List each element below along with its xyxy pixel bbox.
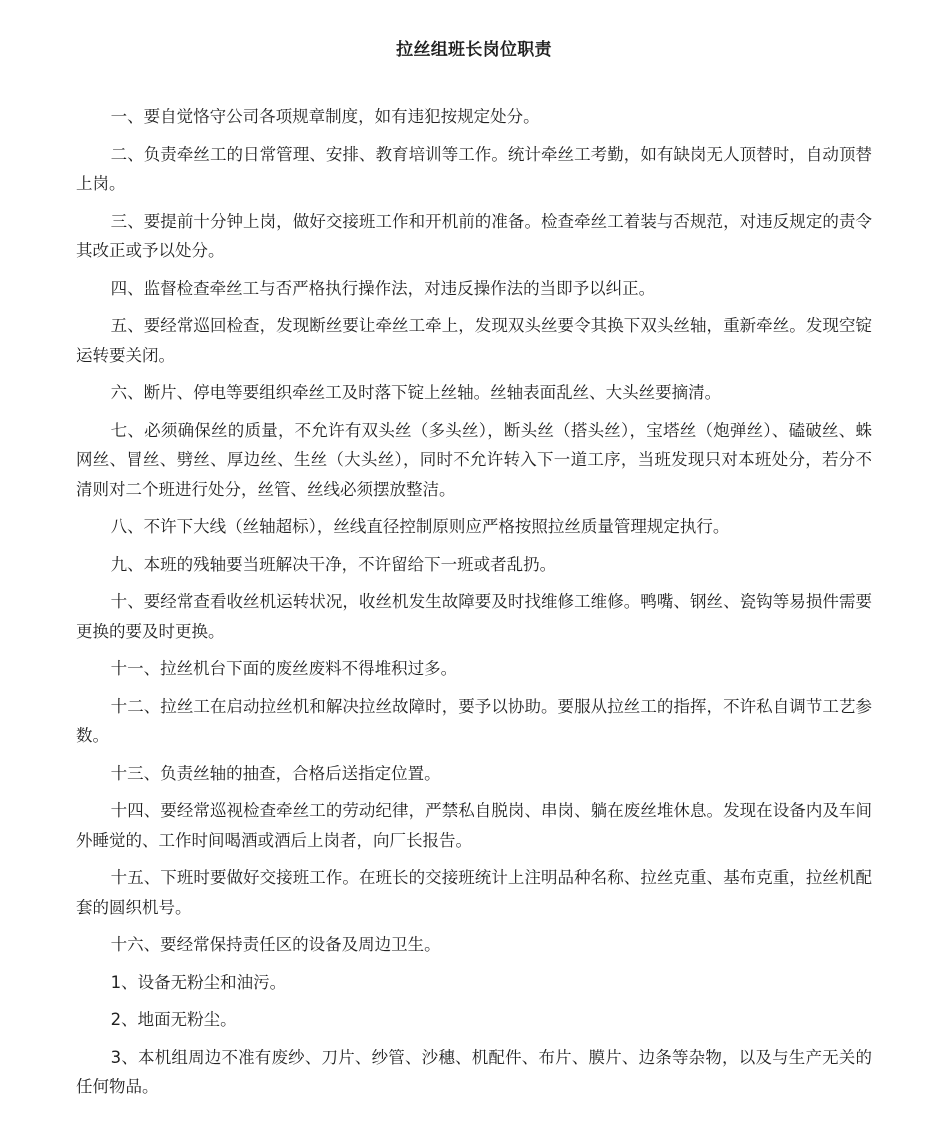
sub-item-3: 3、本机组周边不准有废纱、刀片、纱管、沙穗、机配件、布片、膜片、边条等杂物，以及与生产无关的任何物品。 (76, 1047, 872, 1096)
paragraph-item-3: 三、要提前十分钟上岗，做好交接班工作和开机前的准备。检查牵丝工着装与否规范，对违反规定的责令其改正或予以处分。 (76, 211, 872, 260)
paragraph-item-16: 十六、要经常保持责任区的设备及周边卫生。 (110, 935, 441, 954)
sub-item-1: 1、设备无粉尘和油污。 (110, 972, 287, 992)
document-title: 拉丝组班长岗位职责 (396, 40, 552, 60)
paragraph-item-1: 一、要自觉恪守公司各项规章制度，如有违犯按规定处分。 (110, 107, 540, 126)
paragraph-item-8: 八、不许下大线（丝轴超标），丝线直径控制原则应严格按照拉丝质量管理规定执行。 (110, 517, 730, 536)
paragraph-item-5: 五、要经常巡回检查，发现断丝要让牵丝工牵上，发现双头丝要令其换下双头丝轴，重新牵丝。发现空锭运转要关闭。 (76, 316, 872, 365)
paragraph-item-11: 十一、拉丝机台下面的废丝废料不得堆积过多。 (110, 659, 458, 678)
paragraph-item-6: 六、断片、停电等要组织牵丝工及时落下锭上丝轴。丝轴表面乱丝、大头丝要摘清。 (110, 383, 722, 402)
sub-item-2: 2、地面无粉尘。 (110, 1010, 237, 1029)
paragraph-item-15: 十五、下班时要做好交接班工作。在班长的交接班统计上注明品种名称、拉丝克重、基布克重，拉丝机配套的圆织机号。 (76, 868, 872, 917)
paragraph-item-14: 十四、要经常巡视检查牵丝工的劳动纪律，严禁私自脱岗、串岗、躺在废丝堆休息。发现在设备内及车间外睡觉的、工作时间喝酒或酒后上岗者，向厂长报告。 (76, 801, 872, 850)
paragraph-item-13: 十三、负责丝轴的抽查，合格后送指定位置。 (110, 763, 441, 783)
paragraph-item-4: 四、监督检查牵丝工与否严格执行操作法，对违反操作法的当即予以纠正。 (110, 278, 656, 298)
paragraph-item-7: 七、必须确保丝的质量，不允许有双头丝（多头丝），断头丝（搭头丝），宝塔丝（炮弹丝）、磕破丝、蛛网丝、冒丝、劈丝、厚边丝、生丝（大头丝），同时不允许转入下一道工序，当班发现只对本班处分，若分不清则对二个班进行处分，丝管、丝线必须摆放整洁。 (76, 420, 872, 499)
paragraph-item-2: 二、负责牵丝工的日常管理、安排、教育培训等工作。统计牵丝工考勤，如有缺岗无人顶替时，自动顶替上岗。 (76, 144, 872, 193)
paragraph-item-12: 十二、拉丝工在启动拉丝机和解决拉丝故障时，要予以协助。要服从拉丝工的指挥，不许私自调节工艺参数。 (76, 696, 872, 745)
document-body (76, 102, 872, 1102)
paragraph-item-10: 十、要经常查看收丝机运转状况，收丝机发生故障要及时找维修工维修。鸭嘴、钢丝、瓷钩等易损件需要更换的要及时更换。 (76, 592, 872, 641)
paragraph-item-9: 九、本班的残轴要当班解决干净，不许留给下一班或者乱扔。 (110, 554, 557, 574)
